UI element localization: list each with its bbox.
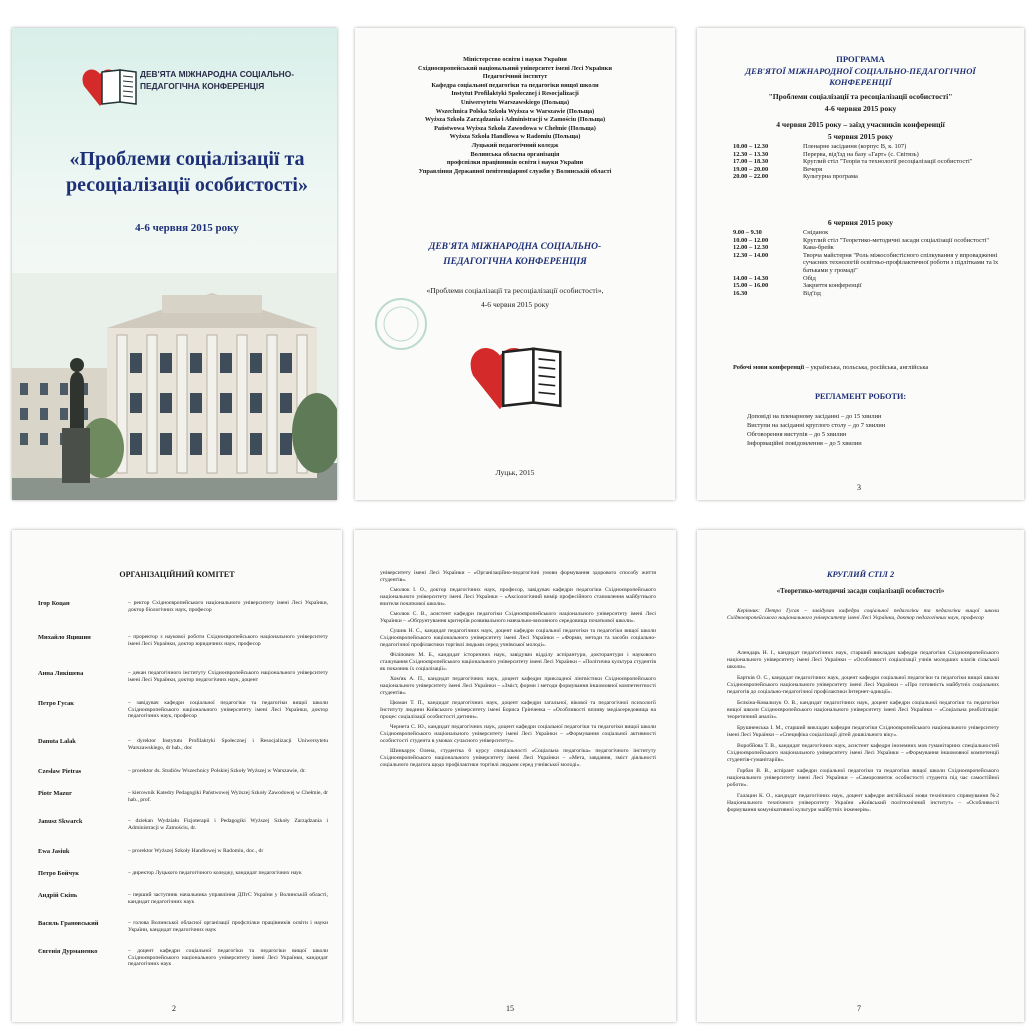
page-number: 7 — [857, 1004, 861, 1013]
member-role: – перший заступник начальника управління ДПтС України у Волинській області, кандидат педагогічних наук — [128, 892, 328, 905]
member-name: Danuta Lalak — [38, 738, 76, 745]
participant-entry: Горбач В. В., аспірант кафедри соціальної педагогіки та педагогіки вищої школи Східноєвропейського національного університету імені Лесі Українки – «Саморозвиток особистості студента під час самостійної роботи». — [727, 768, 999, 788]
cover-date: 4-6 червня 2015 року — [135, 222, 239, 234]
organizer-line: Міністерство освіти і науки України — [463, 56, 567, 63]
conference-name: ДЕВ'ЯТА МІЖНАРОДНА СОЦІАЛЬНО-ПЕДАГОГІЧНА КОНФЕРЕНЦІЯ — [428, 242, 602, 267]
program-theme: "Проблеми соціалізації та ресоціалізації особистості" — [768, 92, 953, 101]
schedule-row — [733, 252, 1003, 275]
participant-entry: Смолюк С. В., асистент кафедри педагогіки Східноєвропейського національного університету імені Лесі Українки – «Обґрунтування критеріїв розвивального навчально-виховного середовища початкової школи». — [380, 611, 656, 624]
member-name: Janusz Skwarck — [38, 818, 83, 825]
participant-entry: Чернета С. Ю., кандидат педагогічних наук, доцент кафедри соціальної педагогіки та педагогіки вищої школи Східноєвропейського національного університету імені Лесі Українки – «Формування соціальної активності особистості студента в умовах сучасного університету». — [380, 724, 656, 744]
organizer-line: Волинська обласна організація — [470, 150, 560, 158]
member-name: Андрій Скіпь — [38, 892, 78, 899]
committee-member — [38, 848, 328, 870]
book-heart-logo — [463, 338, 567, 420]
event: Обід — [803, 274, 816, 282]
organizer-line: Instytut Profilaktyki Społecznej i Resocjalizacji — [451, 90, 579, 98]
committee-member — [38, 870, 328, 892]
organizers-list — [365, 56, 665, 176]
program-heading: ПРОГРАМА — [836, 54, 885, 64]
participants-text — [380, 570, 656, 772]
organizer-line: Wyższa Szkoła Handlowa w Radomiu (Польща) — [449, 133, 581, 141]
member-name: Ігор Коцан — [38, 600, 70, 607]
reglament-list — [747, 412, 1007, 448]
schedule-day5 — [733, 143, 1003, 181]
member-name: Петро Гусак — [38, 700, 74, 707]
event: Творча майстерня "Роль міжособистісного спілкування у впровадженні сучасних технологій освітньо-профілактичної роботи з підлітками та їх батьками у громаді" — [803, 251, 999, 274]
member-role: – голова Волинської обласної організації профспілки працівників освіти і науки України, кандидат педагогічних наук — [128, 920, 328, 933]
schedule-row — [733, 244, 1003, 252]
schedule-row — [733, 275, 1003, 283]
committee-member — [38, 920, 328, 948]
page-number: 3 — [857, 483, 861, 492]
participant-entry: Шинкарук Олена, студентка 6 курсу спеціальності «Соціальна педагогіка» педагогічного інституту Східноєвропейського національного університету імені Лесі Українки – «Мета, завдання, зміст діяльності соціального педагога щодо профілактики торгівлі людьми серед учнівської молоді». — [380, 748, 656, 768]
languages-label: Робочі мови конференції — [733, 364, 805, 371]
member-role: – проректор з наукової роботи Східноєвропейського національного університету імені Лесі Українки, доктор юридичних наук, професор — [128, 634, 328, 647]
committee-member — [38, 700, 328, 738]
member-role: – dyrektor Instytutu Profilaktyki Społecznej i Resocjalizacji Uniwersytetu Warszawskiego, dr hab., doc — [128, 738, 328, 751]
member-role: – декан педагогічного інституту Східноєвропейського національного університету імені Лесі Українки, доктор педагогічних наук, доцент — [128, 670, 328, 683]
member-name: Czesław Pietras — [38, 768, 82, 775]
member-role: – доцент кафедри соціальної педагогіки та педагогіки вищої школи Східноєвропейського національного університету імені Лесі Українки, кандидат педагогічних наук — [128, 948, 328, 968]
member-name: Василь Грановський — [38, 920, 99, 927]
committee-member — [38, 892, 328, 920]
committee-member — [38, 738, 328, 768]
page-number: 2 — [172, 1004, 176, 1013]
organizer-line: Східноєвропейський національний університет імені Лесі Українки — [418, 64, 612, 72]
committee-page — [12, 530, 342, 1022]
time: 10.00 – 12.30 — [733, 143, 769, 150]
participant-entry: Філіпович М. Б., кандидат історичних наук, завідувач відділу аспірантури, докторантури і наукового стажування Східноєвропейського національного університету імені Лесі Українки – «Політична культура студентів як показник їх соціалізації». — [380, 652, 656, 672]
book-heart-logo — [78, 64, 140, 112]
event: Сніданок — [803, 229, 829, 236]
organizer-line: Луцький педагогічний коледж — [471, 141, 559, 149]
organizer-line: Uniwersytetu Warszawskiego (Польща) — [460, 98, 570, 106]
participant-entry: Сушик Н. С., кандидат педагогічних наук, доцент кафедри соціальної педагогіки та педагогіки вищої школи Східноєвропейського національного університету імені Лесі Українки – «Форми, методи та засоби соціально-педагогічної профілактики торгівлі людьми серед учнівської молоді». — [380, 628, 656, 648]
committee-member — [38, 790, 328, 818]
reglament-heading: РЕГЛАМЕНТ РОБОТИ: — [814, 392, 907, 401]
university-building-photo — [12, 273, 337, 500]
city-year: Луцьк, 2015 — [495, 468, 535, 477]
participant-entry: Галацин К. О., кандидат педагогічних наук, доцент кафедри англійської мови технічного спрямування №2 Національного технічного університету України «Київський політехнічний інститут» – «Особливості формування комунікативної культури майбутніх інженерів». — [727, 793, 999, 813]
event: Закриття конференції — [803, 282, 862, 290]
participants-page-15 — [354, 530, 676, 1022]
reglament-item: Обговорення виступів – до 5 хвилин — [747, 431, 847, 438]
conference-theme: «Проблеми соціалізації та ресоціалізації особистості», — [426, 286, 604, 295]
event: Культурна програма — [803, 173, 858, 181]
day6-heading: 6 червня 2015 року — [827, 218, 894, 227]
roundtable-heading: КРУГЛИЙ СТІЛ 2 — [826, 570, 895, 579]
participant-entry: Бєлкіна-Ковальчук О. В., кандидат педагогічних наук, доцент кафедри соціальної педагогіки та педагогіки вищої школи Східноєвропейського національного університету імені Лесі Українки – «Соціальна реабілітація: теоретичний аналіз». — [727, 700, 999, 720]
program-conference: ДЕВ'ЯТОЇ МІЖНАРОДНОЇ СОЦІАЛЬНО-ПЕДАГОГІЧНОЇ КОНФЕРЕНЦІЇ — [745, 66, 976, 87]
organizer-line: Wyższa Szkoła Zarządzania i Administracji w Zamościu (Польща) — [424, 116, 606, 124]
event: Круглий стіл "Теорія та технології ресоціалізації особистості" — [803, 158, 973, 166]
time: 9.00 – 9.30 — [733, 229, 762, 236]
participant-entry: Алендарь Н. І., кандидат педагогічних наук, старший викладач кафедри педагогіки Східноєвропейського національного університету імені Лесі Українки – «Особливості соціалізації учнів молодших класів сільської школи». — [727, 650, 999, 670]
time: 19.00 – 20.00 — [733, 165, 769, 173]
committee-member — [38, 768, 328, 790]
schedule-row — [733, 229, 1003, 237]
conference-date: 4-6 червня 2015 року — [480, 300, 550, 309]
cover-conference-name: ДЕВ'ЯТА МІЖНАРОДНА СОЦІАЛЬНО-ПЕДАГОГІЧНА КОНФЕРЕНЦІЯ — [140, 69, 295, 91]
organizer-line: Педагогічний інститут — [482, 73, 548, 81]
member-role: – kierownik Katedry Pedagogiki Państwowej Wyższej Szkoły Zawodowej w Chełmie, dr hab., prof. — [128, 790, 328, 803]
time: 16.30 — [733, 289, 748, 297]
participant-entry: Хом'як А. П., кандидат педагогічних наук, доцент кафедри прикладної лінгвістики Східноєвропейського національного університету імені Лесі Українки – «Зміст, форми і методи формування іншомовної компетентності студентів». — [380, 676, 656, 696]
event: Від'їзд — [803, 289, 821, 297]
arrival-line: 4 червня 2015 року – заїзд учасників конференції — [776, 120, 945, 129]
committee-list — [38, 600, 328, 984]
member-role: – завідувач кафедри соціальної педагогіки та педагогіки вищої школи Східноєвропейського національного університету імені Лесі Українки, доктор педагогічних наук, професор — [128, 700, 328, 720]
time: 14.00 – 14.30 — [733, 274, 769, 282]
member-name: Петро Бойчук — [38, 870, 79, 877]
schedule-row — [733, 173, 1003, 181]
member-name: Piotr Mazur — [38, 790, 72, 797]
organizer-line: Państwowa Wyższa Szkoła Zawodowa w Chełmie (Польща) — [434, 124, 596, 132]
participant-entry: Цюман Т. П., кандидат педагогічних наук, доцент кафедри загальної, вікової та педагогічної психології Інституту людини Київського університету імені Бориса Грінченка – «Особливості впливу медіасередовища на процес соціалізації особистості дитини». — [380, 700, 656, 720]
roundtable-participants — [727, 650, 999, 818]
schedule-row — [733, 151, 1003, 159]
title-page — [355, 28, 675, 500]
committee-member — [38, 818, 328, 848]
member-role: – dziekan Wydziału Fizjoterapii i Pedagogiki Wyższej Szkoły Zarządzania i Administracji w Zamościu, dr. — [128, 818, 328, 831]
cover-page — [12, 28, 337, 500]
committee-member — [38, 670, 328, 700]
roundtable-leader: Керівник: Петро Гусак – завідувач кафедри соціальної педагогіки та педагогіки вищої школи Східноєвропейського національного університету імені Лесі Українки, доктор педагогічних наук, професор — [727, 608, 999, 621]
participant-entry: університету імені Лесі Українки – «Організаційно-педагогічні умови формування здорового способу життя студентів». — [380, 570, 656, 583]
reglament-item: Інформаційні повідомлення – до 5 хвилин — [747, 440, 862, 447]
working-languages — [733, 364, 1003, 372]
time: 20.00 – 22.00 — [733, 173, 769, 181]
schedule-row — [733, 158, 1003, 166]
organizer-line: Кафедра соціальної педагогіки та педагогіки вищої школи — [431, 81, 599, 89]
member-role: – ректор Східноєвропейського національного університету імені Лесі Українки, доктор біологічних наук, професор — [128, 600, 328, 613]
program-dates: 4-6 червня 2015 року — [824, 104, 897, 113]
roundtable-theme: «Теоретико-методичні засади соціалізації особистості» — [776, 588, 945, 595]
reglament-item: Виступи на засіданні круглого столу – до 7 хвилин — [747, 422, 886, 429]
organizer-line: Wszechnica Polska Szkoła Wyższa w Warszawie (Польща) — [435, 107, 595, 115]
program-page — [697, 28, 1024, 500]
reglament-item: Доповіді на пленарному засіданні – до 15 хвилин — [747, 413, 882, 420]
participant-entry: Бартків О. С., кандидат педагогічних наук, доцент кафедри соціальної педагогіки та педагогіки вищої школи Східноєвропейського національного університету імені Лесі Українки – «Про готовність майбутніх соціальних педагогів до соціально-педагогічної профілактики Інтернет-адикції». — [727, 675, 999, 695]
organizer-line: профспілки працівників освіти і науки України — [446, 159, 584, 167]
committee-member — [38, 600, 328, 634]
event: Перерва, від'їзд на базу «Гарт» (с. Світязь) — [803, 150, 919, 158]
page-number: 15 — [506, 1004, 514, 1013]
time: 12.30 – 13.30 — [733, 150, 769, 158]
schedule-day6 — [733, 229, 1003, 297]
time: 12.00 – 12.30 — [733, 244, 769, 252]
schedule-row — [733, 282, 1003, 290]
committee-member — [38, 948, 328, 984]
member-role: – prorektor Wyższej Szkoły Handlowej w Radomiu, doc., dr — [128, 848, 264, 854]
member-name: Михайло Яцишин — [38, 634, 91, 641]
languages-list: – українська, польська, російська, англійська — [804, 364, 929, 371]
schedule-row — [733, 237, 1003, 245]
schedule-row — [733, 290, 1003, 298]
time: 15.00 – 16.00 — [733, 282, 769, 290]
event: Кава-брейк — [803, 244, 834, 252]
member-name: Ewa Jasiuk — [38, 848, 70, 855]
member-role: – prorektor ds. Studiów Wszechnicy Polskiej Szkoły Wyższej w Warszawie, dr. — [128, 768, 306, 774]
event: Вечеря — [803, 165, 823, 173]
time: 10.00 – 12.00 — [733, 236, 769, 244]
participant-entry: Смолюк І. О., доктор педагогічних наук, професор, завідувач кафедри педагогіки Східноєвропейського національного університету імені Лесі Українки – «Аксіологічний вимір професійного становлення майбутнього вчителя початкової школи». — [380, 587, 656, 607]
committee-heading: ОРГАНІЗАЦІЙНИЙ КОМІТЕТ — [119, 570, 235, 579]
member-name: Євгенія Дурманенко — [38, 948, 98, 955]
event: Круглий стіл "Теоретико-методичні засади соціалізації особистості" — [803, 236, 989, 244]
event: Пленарне засідання (корпус В, к. 107) — [803, 143, 907, 150]
schedule-row — [733, 166, 1003, 174]
cover-title: «Проблеми соціалізації та ресоціалізації особистості» — [66, 148, 308, 196]
time: 12.30 – 14.00 — [733, 251, 769, 259]
stamp-mark — [373, 296, 429, 352]
member-role: – директор Луцького педагогічного коледжу, кандидат педагогічних наук — [128, 870, 302, 876]
day5-heading: 5 червня 2015 року — [827, 132, 894, 141]
time: 17.00 – 18.30 — [733, 158, 769, 166]
participant-entry: Брушненська І. М., старший викладач кафедри педагогіки Східноєвропейського національного університету імені Лесі Українки – «Специфіка соціалізації дітей дошкільного віку». — [727, 725, 999, 738]
member-name: Анна Лякішева — [38, 670, 84, 677]
schedule-row — [733, 143, 1003, 151]
committee-member — [38, 634, 328, 670]
organizer-line: Управління Державної пенітенціарної служби у Волинській області — [418, 167, 612, 175]
roundtable-page — [697, 530, 1024, 1022]
participant-entry: Воробйова Т. В., кандидат педагогічних наук, асистент кафедри іноземних мов гуманітарних спеціальностей Східноєвропейського національного університету імені Лесі Українки – «Формування іншомовної компетенції студентів-гуманітаріїв». — [727, 743, 999, 763]
